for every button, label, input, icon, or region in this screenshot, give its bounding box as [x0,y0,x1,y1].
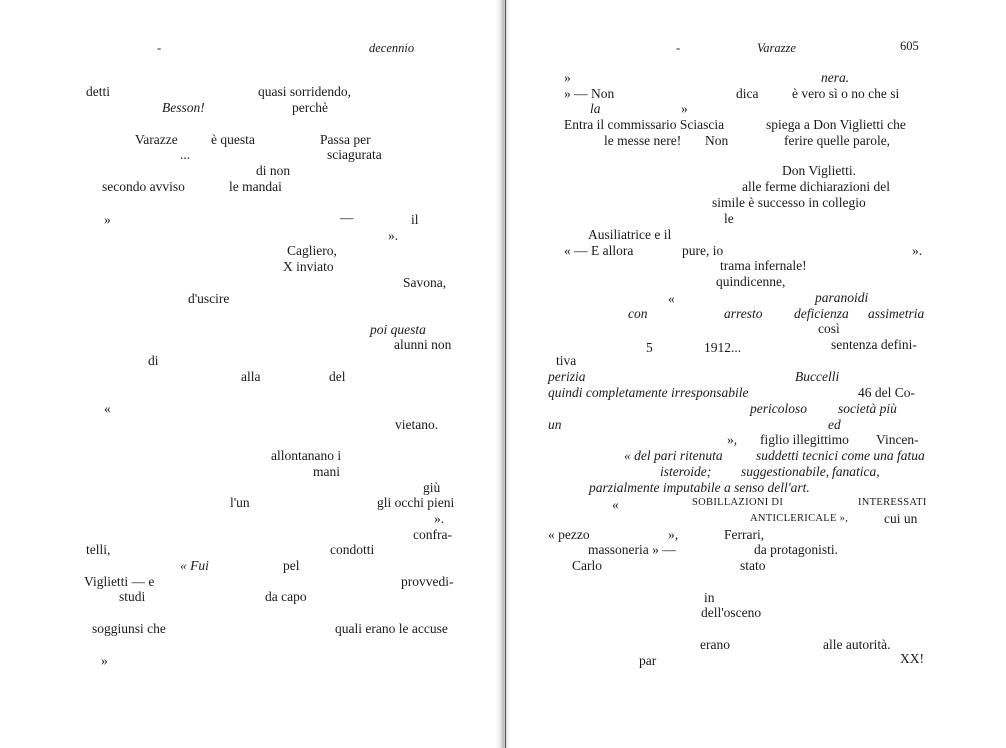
text-fragment: perchè [292,100,328,115]
text-fragment: 1912... [704,340,742,355]
text-fragment: mani [313,464,340,479]
text-fragment: da capo [265,589,307,604]
page-number: 605 [900,39,919,53]
text-fragment: spiega a Don Viglietti che [766,117,906,132]
text-fragment: le mandai [229,179,282,194]
text-fragment: alle autorità. [823,637,891,652]
text-fragment: « [612,497,619,512]
text-fragment: simile è successo in collegio [712,195,866,210]
text-fragment: pel [283,558,300,573]
text-fragment: è questa [211,132,255,147]
text-fragment: in [704,590,715,605]
text-fragment: le [724,211,734,226]
text-fragment: del [329,369,346,384]
text-fragment: società più [838,401,897,416]
text-fragment: paranoidi [815,290,869,305]
text-fragment: arresto [724,306,763,321]
text-fragment: ... [180,147,191,162]
text-fragment: ». [388,228,399,243]
text-fragment: par [639,653,657,668]
text-fragment: quali erano le accuse [335,621,448,636]
text-fragment: « [104,401,111,416]
text-fragment: sciagurata [327,147,382,162]
text-fragment: quindicenne, [716,274,786,289]
text-fragment: di [148,353,159,368]
text-fragment: « Fui [180,558,209,573]
text-fragment: allontanano i [271,448,342,463]
text-fragment: perizia [548,369,586,384]
text-fragment: Varazze [135,132,178,147]
text-fragment: isteroide; [660,464,712,479]
text-fragment: Vincen- [876,432,919,447]
text-fragment: secondo avviso [102,179,185,194]
header-dash: - [157,41,162,55]
text-fragment: parzialmente imputabile a senso dell'art. [589,480,810,495]
text-fragment: figlio illegittimo [760,432,849,447]
running-head: Varazze [757,41,796,55]
text-fragment: telli, [86,542,111,557]
text-fragment: la [590,101,601,116]
text-fragment: Buccelli [795,369,840,384]
text-fragment: », [668,527,679,542]
text-fragment: « [668,291,675,306]
text-fragment: Viglietti — e [84,574,155,589]
text-fragment: SOBILLAZIONI DI [692,497,784,508]
text-fragment: » [564,70,571,85]
text-fragment: alla [241,369,261,384]
text-fragment: alle ferme dichiarazioni del [742,179,891,194]
text-fragment: X inviato [283,259,334,274]
text-fragment: tiva [556,353,577,368]
text-fragment: ANTICLERICALE », [750,513,849,524]
text-fragment: ed [828,417,841,432]
gutter-fold-line [505,0,506,748]
text-fragment: 46 del Co- [858,385,915,400]
text-fragment: l'un [230,495,250,510]
text-fragment: nera. [821,70,850,85]
text-fragment: soggiunsi che [92,621,166,636]
text-fragment: gli occhi pieni [377,495,455,510]
text-fragment: deficienza [794,306,849,321]
text-fragment: ferire quelle parole, [784,133,891,148]
text-fragment: » [101,653,108,668]
text-fragment: provvedi- [401,574,454,589]
text-fragment: Non [705,133,729,148]
text-fragment: — [340,210,354,225]
text-fragment: vietano. [395,417,439,432]
text-fragment: quasi sorridendo, [258,84,351,99]
text-fragment: condotti [330,542,375,557]
right-page [508,0,1006,748]
text-fragment: erano [700,637,730,652]
text-fragment: dell'osceno [701,605,762,620]
text-fragment: INTERESSATI [858,497,927,508]
text-fragment: Savona, [403,275,447,290]
text-fragment: fanatica, [832,464,880,479]
text-fragment: da protagonisti. [754,542,838,557]
text-fragment: 5 [646,340,653,355]
text-fragment: stato [740,558,766,573]
text-fragment: così [818,321,840,336]
text-fragment: pure, io [682,243,724,258]
text-fragment: di non [256,163,291,178]
text-fragment: ». [434,511,445,526]
text-fragment: poi questa [370,322,426,337]
text-fragment: ». [912,243,923,258]
text-fragment: » — Non [564,86,615,101]
text-fragment: « pezzo [548,527,590,542]
text-fragment: Entra il commissario Sciascia [564,117,725,132]
text-fragment: sentenza defini- [831,337,917,352]
text-fragment: studi [119,589,146,604]
text-fragment: Don Viglietti. [782,163,856,178]
text-fragment: » [104,212,111,227]
text-fragment: suddetti tecnici come una fatua [756,448,925,463]
text-fragment: suggestionabile, [741,464,830,479]
text-fragment: Besson! [162,100,205,115]
text-fragment: pericoloso [750,401,807,416]
text-fragment: cui un [884,511,918,526]
text-fragment: dica [736,86,759,101]
text-fragment: » [681,101,688,116]
text-fragment: giù [423,480,441,495]
text-fragment: il [411,212,419,227]
text-fragment: assimetria [868,306,925,321]
text-fragment: è vero sì o no che si [792,86,900,101]
text-fragment: un [548,417,562,432]
text-fragment: Carlo [572,558,602,573]
text-fragment: Ferrari, [724,527,765,542]
text-fragment: le messe nere! [604,133,682,148]
text-fragment: Cagliero, [287,243,337,258]
text-fragment: », [727,432,738,447]
text-fragment: confra- [413,527,452,542]
text-fragment: con [628,306,648,321]
text-fragment: trama infernale! [720,258,807,273]
running-head: decennio [369,41,415,55]
text-fragment: Passa per [320,132,371,147]
text-fragment: « — E allora [564,243,634,258]
text-fragment: « del pari ritenuta [624,448,723,463]
text-fragment: massoneria » — [588,542,676,557]
text-fragment: alunni non [394,337,452,352]
left-page [0,0,498,748]
text-fragment: d'uscire [188,291,230,306]
text-fragment: quindi completamente irresponsabile [548,385,749,400]
text-fragment: XX! [900,651,924,666]
text-fragment: Ausiliatrice e il [588,227,672,242]
text-fragment: detti [86,84,110,99]
header-dash: - [676,41,681,55]
